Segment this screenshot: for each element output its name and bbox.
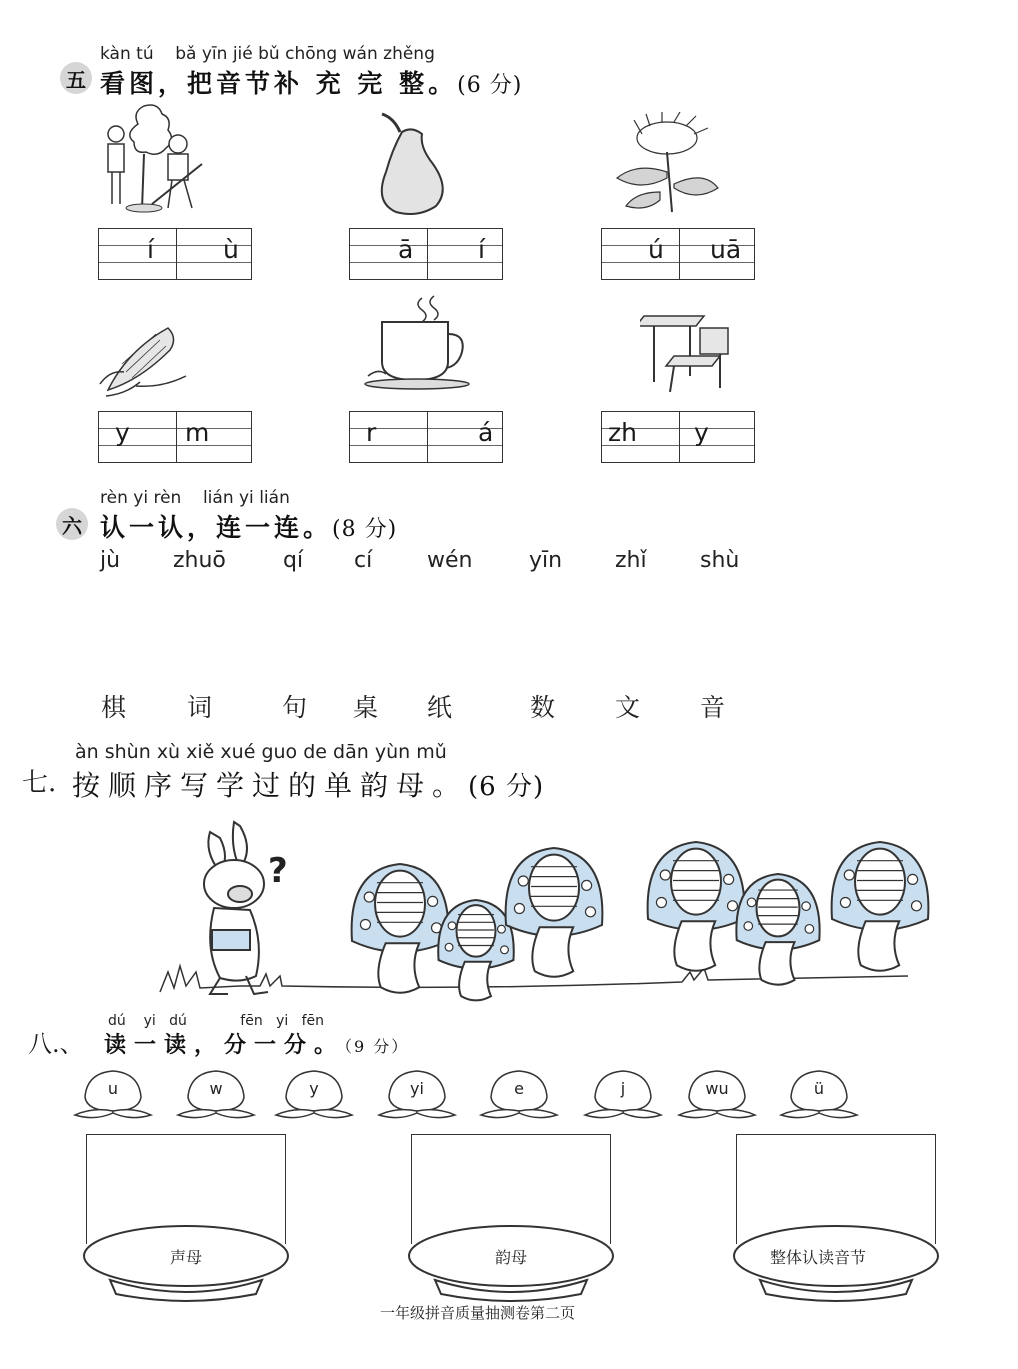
s8-title: 读一读，分一分。（9 分） xyxy=(104,1033,410,1058)
pear-picture xyxy=(372,110,447,216)
s6-pinyin-item[interactable]: yīn xyxy=(529,548,563,573)
mushroom-icon xyxy=(648,842,745,971)
s6-pinyin-item[interactable]: zhuō xyxy=(173,548,226,573)
s7-pinyin-line: àn shùn xù xiě xué guo de dān yùn mǔ xyxy=(75,741,447,763)
s6-pinyin-item[interactable]: shù xyxy=(700,548,740,573)
grid-text: y xyxy=(115,418,130,447)
s6-hanzi-item[interactable]: 词 xyxy=(187,693,213,722)
section-7-number: 七. xyxy=(22,768,57,798)
s8-pinyin-line: dú yi dú fēn yi fēn xyxy=(108,1013,325,1029)
s7-title: 按顺序写学过的单韵母。(6 分) xyxy=(72,769,545,802)
grid-text: ā xyxy=(398,235,414,264)
corn-picture xyxy=(96,324,192,400)
grid-text: y xyxy=(694,418,709,447)
peach-label: yi xyxy=(410,1079,424,1098)
s6-hanzi-item[interactable]: 棋 xyxy=(101,693,127,722)
s6-hanzi-item[interactable]: 数 xyxy=(530,693,556,722)
s6-pinyin-item[interactable]: cí xyxy=(354,548,373,573)
peach-label: ü xyxy=(813,1079,825,1098)
peach-card[interactable] xyxy=(676,1067,758,1119)
peach-card[interactable] xyxy=(273,1067,355,1119)
grid-text: ù xyxy=(223,235,239,264)
peach-card[interactable] xyxy=(72,1067,154,1119)
mushroom-icon xyxy=(352,864,449,993)
mushroom-icon xyxy=(832,842,929,971)
plate-label-shengmu: 声母 xyxy=(170,1248,203,1267)
s6-hanzi-item[interactable]: 句 xyxy=(282,693,308,722)
grid-text: uā xyxy=(710,235,742,264)
s6-pinyin-item[interactable]: zhǐ xyxy=(615,548,647,573)
plate-label-yunmu: 韵母 xyxy=(495,1248,528,1267)
s6-pinyin-line: rèn yi rèn lián yi lián xyxy=(100,488,290,508)
desk-chair-picture xyxy=(640,306,735,398)
plate-label-zhengti: 整体认读音节 xyxy=(770,1248,867,1267)
peach-label: e xyxy=(514,1079,524,1098)
pinyin-grid-3 xyxy=(601,228,755,280)
s6-hanzi-item[interactable]: 纸 xyxy=(427,693,453,722)
grid-text: zh xyxy=(608,418,637,447)
mushroom-icon xyxy=(438,900,514,1000)
grid-text: í xyxy=(478,235,485,264)
question-mark-icon: ? xyxy=(268,851,288,891)
peach-card[interactable] xyxy=(582,1067,664,1119)
grid-text: ú xyxy=(648,235,664,264)
peach-card[interactable] xyxy=(778,1067,860,1119)
rabbit-mushroom-illustration xyxy=(150,812,990,1012)
s6-hanzi-item[interactable]: 桌 xyxy=(353,693,379,722)
mushroom-icon xyxy=(506,848,603,977)
peach-label: w xyxy=(209,1079,223,1098)
grid-text: r xyxy=(366,418,377,447)
peach-label: u xyxy=(107,1079,119,1098)
teacup-picture xyxy=(362,292,472,392)
pinyin-grid-2 xyxy=(349,228,503,280)
grid-text: í xyxy=(147,235,154,264)
grid-text: á xyxy=(478,418,494,447)
peach-label: wu xyxy=(705,1079,729,1098)
section-8-number: 八.、 xyxy=(28,1030,84,1058)
s6-pinyin-item[interactable]: wén xyxy=(427,548,473,573)
pinyin-grid-1 xyxy=(98,228,252,280)
chrysanthemum-picture xyxy=(612,112,722,216)
s5-pinyin-line: kàn tú bǎ yīn jié bǔ chōng wán zhěng xyxy=(100,44,435,64)
s6-title: 认一认，连一连。(8 分) xyxy=(100,513,398,542)
peach-card[interactable] xyxy=(478,1067,560,1119)
peach-card[interactable] xyxy=(175,1067,257,1119)
s5-title: 看图，把音节补 充 完 整。(6 分) xyxy=(100,69,523,98)
pinyin-grid-4 xyxy=(98,411,252,463)
section-5-badge: 五 xyxy=(60,62,92,94)
tree-planting-picture xyxy=(98,104,213,216)
peach-card[interactable] xyxy=(376,1067,458,1119)
s6-hanzi-item[interactable]: 音 xyxy=(700,693,726,722)
section-6-badge: 六 xyxy=(56,508,88,540)
peach-label: j xyxy=(620,1079,626,1098)
peach-label: y xyxy=(309,1079,319,1098)
mushroom-icon xyxy=(736,874,819,985)
s6-pinyin-item[interactable]: jù xyxy=(100,548,121,573)
pinyin-grid-5 xyxy=(349,411,503,463)
s6-pinyin-item[interactable]: qí xyxy=(283,548,304,573)
rabbit-icon xyxy=(204,822,268,994)
grid-text: m xyxy=(185,418,210,447)
page-footer: 一年级拼音质量抽测卷第二页 xyxy=(380,1304,576,1322)
s6-hanzi-item[interactable]: 文 xyxy=(615,693,641,722)
pinyin-grid-6 xyxy=(601,411,755,463)
